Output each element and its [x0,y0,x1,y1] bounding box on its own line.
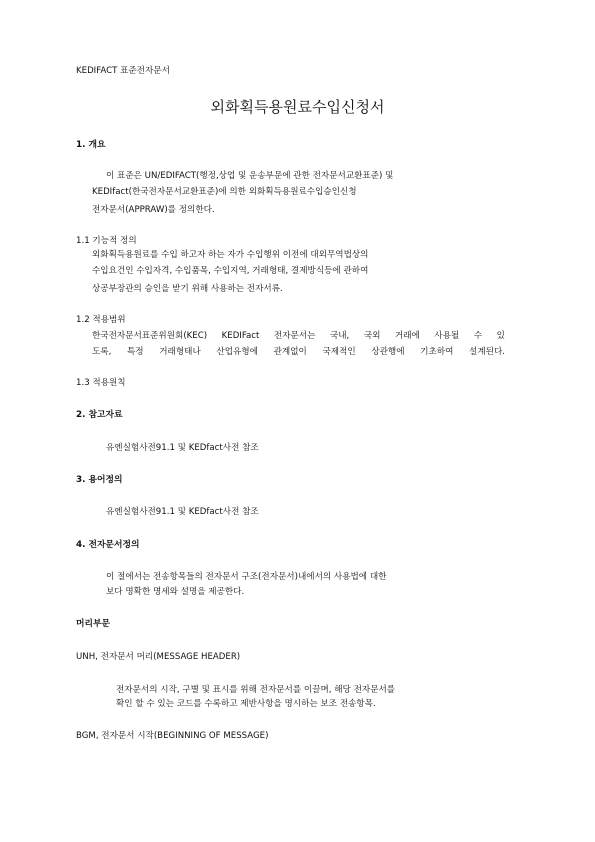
section-4-heading: 4. 전자문서정의 [76,540,140,550]
section-1-line-3: 전자문서(APPRAW)를 정의한다. [92,205,215,215]
section-1-2-line-2: 도록, 특정 거래형태나 산업유형에 관계없이 국제적인 상관행에 기초하여 설계된다. [92,347,505,357]
section-1-2-line-1: 한국전자문서표준위원회(KEC) KEDIFact 전자문서는 국내, 국외 거래에 사용될 수 있 [92,331,505,341]
section-2-line-1: 유엔실험사전91.1 및 KEDfact사전 참조 [106,443,259,453]
section-1-1-line-1: 외화획득용원료를 수입 하고자 하는 자가 수입행위 이전에 대외무역법상의 [92,250,369,260]
unh-line-1: 전자문서의 시작, 구별 및 표시를 위해 전자문서를 이끌며, 해당 전자문서를 [116,685,396,695]
document-header: KEDIFACT 표준전자문서 [76,66,170,76]
section-4-line-2: 보다 명확한 명세와 설명을 제공한다. [106,587,245,597]
section-1-1-line-2: 수입요건인 수입자격, 수입품목, 수입지역, 거래형태, 결제방식등에 관하여 [92,266,369,276]
section-1-1-heading: 1.1 기능적 정의 [76,236,137,246]
section-1-3-heading: 1.3 적용원칙 [76,378,126,388]
unh-heading: UNH, 전자문서 머리(MESSAGE HEADER) [76,652,241,662]
bgm-heading: BGM, 전자문서 시작(BEGINNING OF MESSAGE) [76,731,269,741]
document-title: 외화획득용원료수입신청서 [210,98,385,116]
section-1-line-1: 이 표준은 UN/EDIFACT(행정,상업 및 운송부문에 관한 전자문서교환표준) 및 [106,171,394,181]
section-3-heading: 3. 용어정의 [76,475,123,485]
section-1-heading: 1. 개요 [76,140,106,150]
unh-line-2: 확인 할 수 있는 코드를 수록하고 제반사항을 명시하는 보조 전송항목. [116,699,376,709]
section-1-line-2: KEDIfact(한국전자문서교환표준)에 의한 외화획득용원료수입승인신청 [92,187,357,197]
section-4-line-1: 이 절에서는 전송항목들의 전자문서 구조(전자문서)내에서의 사용법에 대한 [106,572,387,582]
section-1-1-line-3: 상공부장관의 승인을 받기 위해 사용하는 전자서류. [92,284,283,294]
section-2-heading: 2. 참고자료 [76,410,123,420]
section-3-line-1: 유엔실험사전91.1 및 KEDfact사전 참조 [106,507,259,517]
head-part-heading: 머리부문 [76,619,110,629]
section-1-2-heading: 1.2 적용범위 [76,315,126,325]
